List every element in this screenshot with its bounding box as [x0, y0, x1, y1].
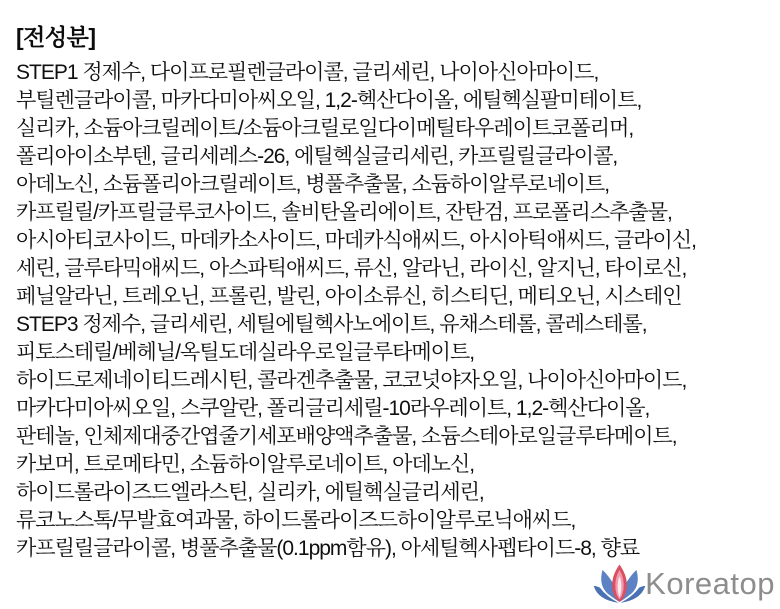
- ingredient-line: 하이드롤라이즈드엘라스틴, 실리카, 에틸헥실글리세린,: [16, 481, 484, 504]
- ingredient-line: STEP3 정제수, 글리세린, 세틸에틸헥사노에이트, 유채스테롤, 콜레스테롤,: [16, 313, 647, 336]
- ingredient-line: 페닐알라닌, 트레오닌, 프롤린, 발린, 아이소류신, 히스티딘, 메티오닌, 시스테인: [16, 285, 682, 308]
- ingredient-line: 폴리아이소부텐, 글리세레스-26, 에틸헥실글리세린, 카프릴릴글라이콜,: [16, 145, 618, 168]
- ingredient-line: STEP1 정제수, 다이프로필렌글라이콜, 글리세린, 나이아신아마이드,: [16, 61, 599, 84]
- ingredient-line: 아데노신, 소듐폴리아크릴레이트, 병풀추출물, 소듐하이알루로네이트,: [16, 173, 610, 196]
- ingredient-line: 실리카, 소듐아크릴레이트/소듐아크릴로일다이메틸타우레이트코폴리머,: [16, 117, 634, 140]
- ingredient-line: 세린, 글루타믹애씨드, 아스파틱애씨드, 류신, 알라닌, 라이신, 알지닌, 타이로신,: [16, 257, 687, 280]
- ingredients-list: [16, 59, 780, 563]
- ingredient-line: 아시아티코사이드, 마데카소사이드, 마데카식애씨드, 아시아틱애씨드, 글라이신,: [16, 229, 696, 252]
- ingredient-line: 카프릴릴/카프릴글루코사이드, 솔비탄올리에이트, 잔탄검, 프로폴리스추출물,: [16, 201, 672, 224]
- ingredients-header: [전성분]: [16, 24, 96, 50]
- ingredient-line: 피토스테릴/베헤닐/옥틸도데실라우로일글루타메이트,: [16, 341, 475, 364]
- ingredient-line: 하이드로제네이티드레시틴, 콜라겐추출물, 코코넛야자오일, 나이아신아마이드,: [16, 369, 687, 392]
- ingredient-line: 마카다미아씨오일, 스쿠알란, 폴리글리세릴-10라우레이트, 1,2-헥산다이올,: [16, 397, 650, 420]
- ingredient-line: 판테놀, 인체제대중간엽줄기세포배양액추출물, 소듐스테아로일글루타메이트,: [16, 425, 677, 448]
- ingredient-line: 부틸렌글라이콜, 마카다미아씨오일, 1,2-헥산다이올, 에틸헥실팔미테이트,: [16, 89, 642, 112]
- brand-name: Koreatop: [645, 566, 775, 601]
- ingredient-line: 카프릴릴글라이콜, 병풀추출물(0.1ppm함유), 아세틸헥사펩타이드-8, 향료: [16, 537, 640, 560]
- ingredient-line: 류코노스톡/무발효여과물, 하이드롤라이즈드하이알루로닉애씨드,: [16, 509, 576, 532]
- ingredients-section: [16, 24, 780, 563]
- brand-watermark: [591, 563, 775, 605]
- ingredient-line: 카보머, 트로메타민, 소듐하이알루로네이트, 아데노신,: [16, 453, 475, 476]
- lotus-icon: [591, 563, 648, 607]
